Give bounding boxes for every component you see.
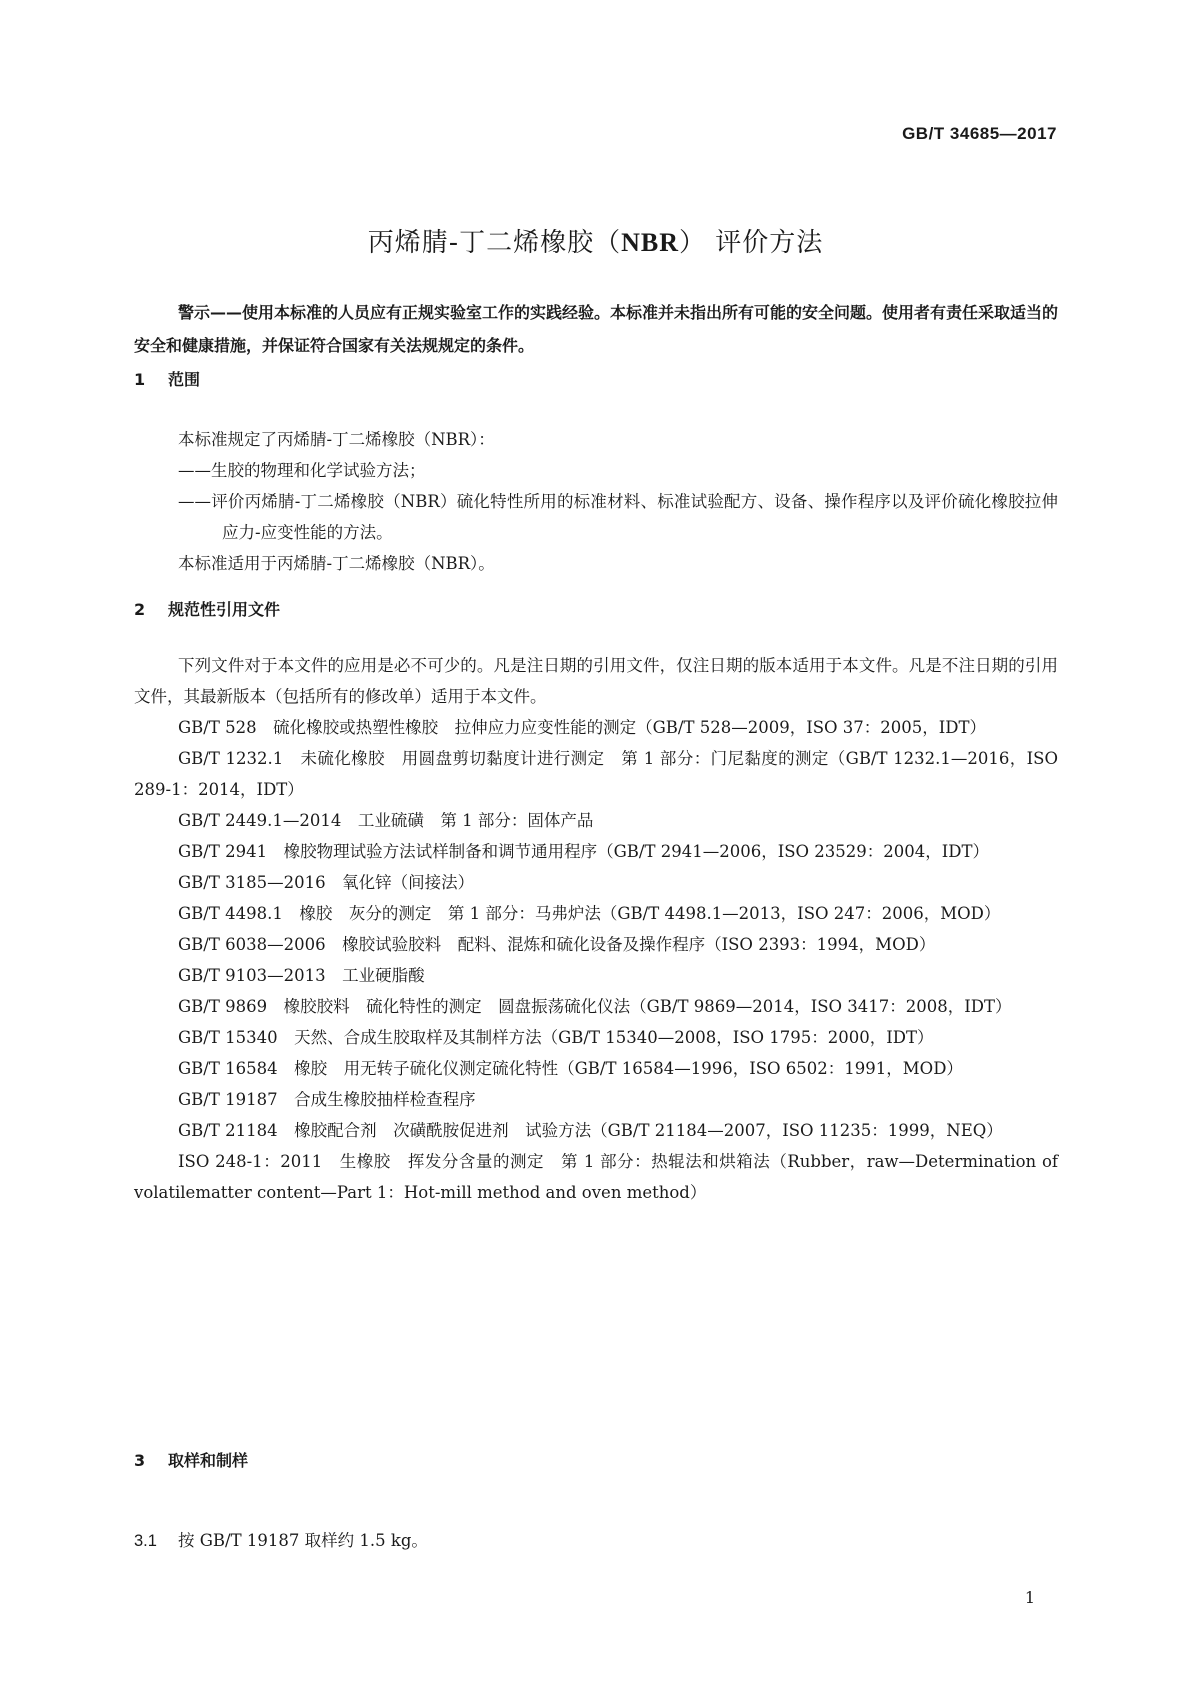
standard-number: GB/T 34685—2017 (902, 124, 1057, 143)
reference-item: GB/T 19187 合成生橡胶抽样检查程序 (178, 1090, 476, 1109)
section-3-number: 3 (134, 1451, 146, 1470)
clause-3-1-number: 3.1 (134, 1532, 157, 1550)
clause-3-1-text: 按 GB/T 19187 取样约 1.5 kg。 (178, 1531, 428, 1550)
section-3-title: 取样和制样 (168, 1451, 249, 1470)
scope-intro: 本标准规定了丙烯腈-丁二烯橡胶（NBR）： (178, 430, 495, 449)
section-2-body (134, 650, 1058, 1208)
scope-item: ——生胶的物理和化学试验方法； (178, 461, 426, 480)
reference-item: GB/T 528 硫化橡胶或热塑性橡胶 拉伸应力应变性能的测定（GB/T 528—2009，ISO 37：2005，IDT） (178, 718, 987, 737)
title-rest: ） 评价方法 (679, 228, 824, 258)
references-intro: 下列文件对于本文件的应用是必不可少的。凡是注日期的引用文件，仅注日期的版本适用于本文件。凡是不注日期的引用文件，其最新版本（包括所有的修改单）适用于本文件。 (134, 656, 1058, 706)
reference-item: GB/T 9869 橡胶胶料 硫化特性的测定 圆盘振荡硫化仪法（GB/T 9869—2014，ISO 3417：2008，IDT） (178, 997, 1012, 1016)
scope-item: ——评价丙烯腈-丁二烯橡胶（NBR）硫化特性所用的标准材料、标准试验配方、设备、操作程序以及评价硫化橡胶拉伸应力-应变性能的方法。 (178, 492, 1058, 542)
reference-item: GB/T 3185—2016 氧化锌（间接法） (178, 873, 475, 892)
reference-item: GB/T 16584 橡胶 用无转子硫化仪测定硫化特性（GB/T 16584—1996，ISO 6502：1991，MOD） (178, 1059, 963, 1078)
section-1-number: 1 (134, 370, 146, 389)
clause-3-1 (134, 1527, 428, 1551)
page-number: 1 (1024, 1588, 1035, 1607)
safety-warning: 警示——使用本标准的人员应有正规实验室工作的实践经验。本标准并未指出所有可能的安全问题。使用者有责任采取适当的安全和健康措施，并保证符合国家有关法规规定的条件。 (134, 303, 1059, 355)
reference-item: GB/T 2449.1—2014 工业硫磺 第 1 部分：固体产品 (178, 811, 594, 830)
section-2-heading (134, 597, 280, 620)
document-title (0, 222, 1191, 259)
reference-item: ISO 248-1：2011 生橡胶 挥发分含量的测定 第 1 部分：热辊法和烘箱法（Rubber，raw—Determination of volatilematter content—Part 1：Hot-mill method and oven method） (134, 1152, 1058, 1202)
reference-item: GB/T 21184 橡胶配合剂 次磺酰胺促进剂 试验方法（GB/T 21184—2007，ISO 11235：1999，NEQ） (178, 1121, 1003, 1140)
section-2-title: 规范性引用文件 (168, 600, 281, 619)
title-main: 丙烯腈-丁二烯橡胶（ (367, 228, 622, 258)
reference-item: GB/T 4498.1 橡胶 灰分的测定 第 1 部分：马弗炉法（GB/T 4498.1—2013，ISO 247：2006，MOD） (178, 904, 1001, 923)
section-1-heading (134, 367, 200, 390)
reference-item: GB/T 9103—2013 工业硬脂酸 (178, 966, 425, 985)
section-3-heading (134, 1448, 248, 1471)
title-nbr: NBR (621, 228, 680, 257)
reference-item: GB/T 2941 橡胶物理试验方法试样制备和调节通用程序（GB/T 2941—2006，ISO 23529：2004，IDT） (178, 842, 990, 861)
section-1-body (134, 424, 1058, 579)
section-2-number: 2 (134, 600, 146, 619)
reference-item: GB/T 1232.1 未硫化橡胶 用圆盘剪切黏度计进行测定 第 1 部分：门尼黏度的测定（GB/T 1232.1—2016，ISO 289-1：2014，IDT） (134, 749, 1058, 799)
reference-item: GB/T 15340 天然、合成生胶取样及其制样方法（GB/T 15340—2008，ISO 1795：2000，IDT） (178, 1028, 934, 1047)
scope-applicability: 本标准适用于丙烯腈-丁二烯橡胶（NBR）。 (178, 554, 495, 573)
section-1-title: 范围 (168, 370, 201, 389)
reference-item: GB/T 6038—2006 橡胶试验胶料 配料、混炼和硫化设备及操作程序（ISO 2393：1994，MOD） (178, 935, 936, 954)
